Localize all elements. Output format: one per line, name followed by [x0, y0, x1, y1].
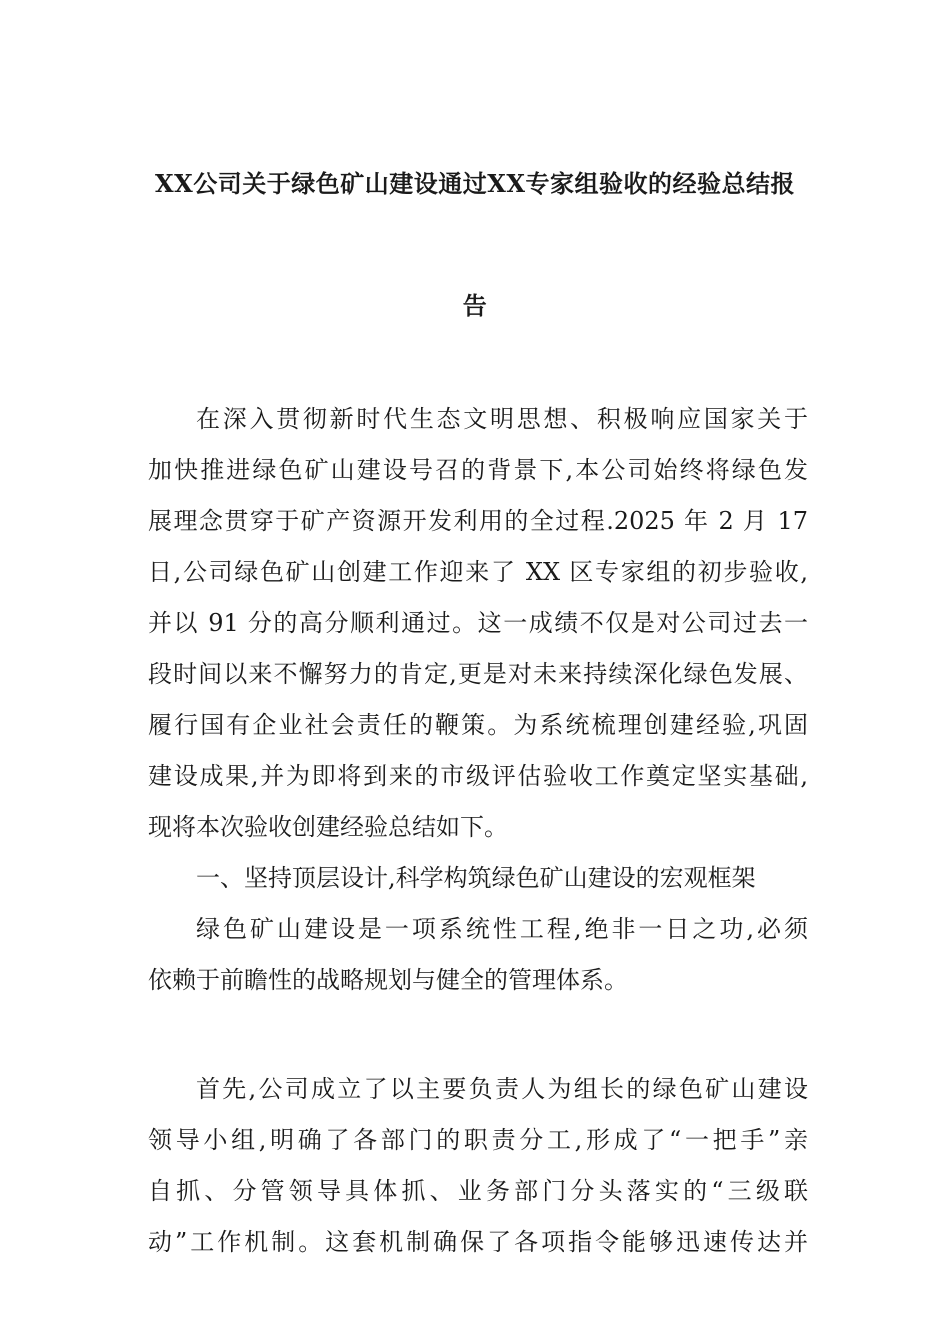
- paragraph-line: 首先,公司成立了以主要负责人为组长的绿色矿山建设: [196, 1075, 808, 1103]
- paragraph-section-1-intro: [148, 904, 808, 1006]
- paragraph-line: 绿色矿山建设是一项系统性工程,绝非一日之功,必须: [196, 915, 808, 943]
- paragraph-line: 自抓、分管领导具体抓、业务部门分头落实的“三级联: [148, 1177, 808, 1205]
- paragraph-line: 展理念贯穿于矿产资源开发利用的全过程.2025 年 2 月 17: [148, 507, 808, 535]
- paragraph-line: 动”工作机制。这套机制确保了各项指令能够迅速传达并: [148, 1228, 808, 1256]
- paragraph-line: 建设成果,并为即将到来的市级评估验收工作奠定坚实基础,: [148, 762, 808, 790]
- paragraph-line: 段时间以来不懈努力的肯定,更是对未来持续深化绿色发展、: [148, 660, 808, 688]
- paragraph-section-1-first: [148, 1064, 808, 1268]
- document-title-line-1: XX公司关于绿色矿山建设通过XX专家组验收的经验总结报: [155, 169, 795, 198]
- paragraph-gap: [148, 1006, 808, 1064]
- paragraph-line: 加快推进绿色矿山建设号召的背景下,本公司始终将绿色发: [148, 456, 808, 484]
- paragraph-line: 现将本次验收创建经验总结如下。: [148, 813, 508, 841]
- section-heading-1: [148, 853, 808, 904]
- paragraph-line: 在深入贯彻新时代生态文明思想、积极响应国家关于: [196, 405, 808, 433]
- paragraph-line: 依赖于前瞻性的战略规划与健全的管理体系。: [148, 966, 628, 994]
- section-heading-text: 一、坚持顶层设计,科学构筑绿色矿山建设的宏观框架: [196, 864, 756, 892]
- document-body: [148, 394, 808, 1268]
- paragraph-line: 履行国有企业社会责任的鞭策。为系统梳理创建经验,巩固: [148, 711, 808, 739]
- paragraph-line: 领导小组,明确了各部门的职责分工,形成了“一把手”亲: [148, 1126, 808, 1154]
- paragraph-intro: [148, 394, 808, 853]
- document-title-line-2: 告: [462, 291, 488, 320]
- paragraph-line: 日,公司绿色矿山创建工作迎来了 XX 区专家组的初步验收,: [148, 558, 808, 586]
- paragraph-line: 并以 91 分的高分顺利通过。这一成绩不仅是对公司过去一: [148, 609, 808, 637]
